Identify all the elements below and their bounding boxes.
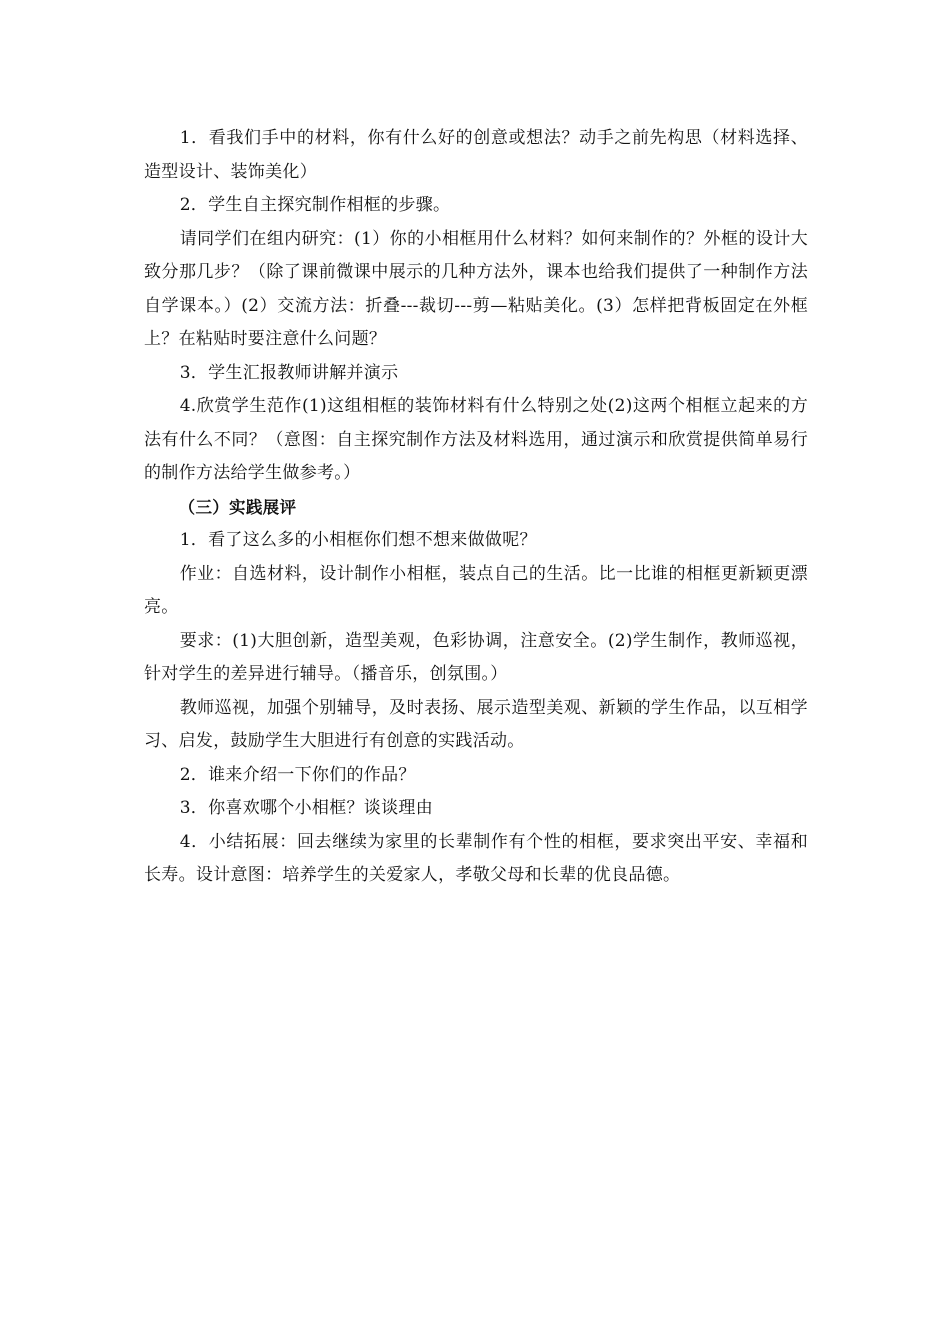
paragraph-summary-extension: 4．小结拓展：回去继续为家里的长辈制作有个性的相框，要求突出平安、幸福和长寿。设计意图：培养学生的关爱家人，孝敬父母和长辈的优良品德。 <box>144 831 808 885</box>
paragraph-want-to-make: 1．看了这么多的小相框你们想不想来做做呢？ <box>179 530 537 550</box>
paragraph-homework: 作业：自选材料，设计制作小相框，装点自己的生活。比一比谁的相框更新颖更漂亮。 <box>144 563 808 617</box>
paragraph-teacher-tour: 教师巡视，加强个别辅导，及时表扬、展示造型美观、新颖的学生作品，以互相学习、启发，鼓励学生大胆进行有创意的实践活动。 <box>144 697 808 751</box>
paragraph-material-idea: 1．看我们手中的材料，你有什么好的创意或想法？动手之前先构思（材料选择、造型设计、装饰美化） <box>144 128 808 182</box>
document-body <box>144 122 808 893</box>
paragraph-appreciate-works: 4.欣赏学生范作(1)这组相框的装饰材料有什么特别之处(2)这两个相框立起来的方法有什么不同？（意图：自主探究制作方法及材料选用，通过演示和欣赏提供简单易行的制作方法给学生做参考。） <box>144 396 808 483</box>
paragraph-report-demo: 3．学生汇报教师讲解并演示 <box>179 362 399 383</box>
paragraph-requirements: 要求：(1)大胆创新，造型美观，色彩协调，注意安全。(2)学生制作，教师巡视，针对学生的差异进行辅导。（播音乐，创氛围。） <box>144 630 808 684</box>
section-heading-practice: （三）实践展评 <box>178 497 297 517</box>
paragraph-introduce-works: 2．谁来介绍一下你们的作品？ <box>179 764 416 785</box>
paragraph-group-research: 请同学们在组内研究：(1）你的小相框用什么材料？如何来制作的？外框的设计大致分那几步？（除了课前微课中展示的几种方法外，课本也给我们提供了一种制作方法自学课本。）(2）交流方法：折叠---裁切---剪—粘贴美化。(3）怎样把背板固定在外框上？在粘贴时要注意什么问题？ <box>144 228 808 349</box>
paragraph-favorite-frame: 3．你喜欢哪个小相框？谈谈理由 <box>179 798 434 818</box>
paragraph-explore-steps: 2．学生自主探究制作相框的步骤。 <box>179 195 451 215</box>
